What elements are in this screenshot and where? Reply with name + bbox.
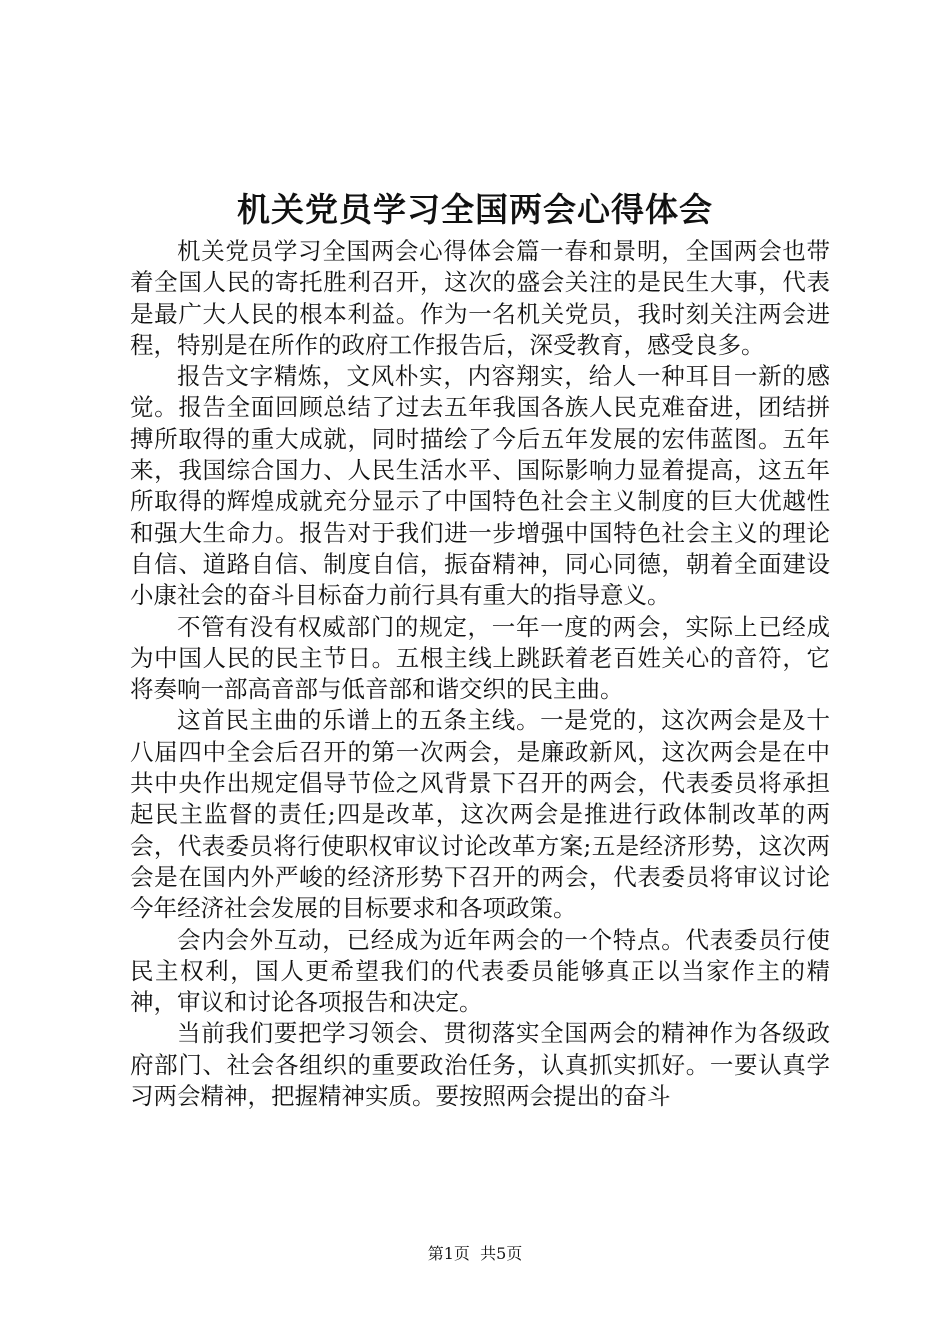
paragraph-5: 会内会外互动，已经成为近年两会的一个特点。代表委员行使民主权利，国人更希望我们的代表委员能够真正以当家作主的精神，审议和讨论各项报告和决定。 xyxy=(130,925,830,1017)
paragraph-2: 报告文字精炼，文风朴实，内容翔实，给人一种耳目一新的感觉。报告全面回顾总结了过去五年我国各族人民克难奋进，团结拼搏所取得的重大成就，同时描绘了今后五年发展的宏伟蓝图。五年来，我国综合国力、人民生活水平、国际影响力显着提高，这五年所取得的辉煌成就充分显示了中国特色社会主义制度的巨大优越性和强大生命力。报告对于我们进一步增强中国特色社会主义的理论自信、道路自信、制度自信，振奋精神，同心同德，朝着全面建设小康社会的奋斗目标奋力前行具有重大的指导意义。 xyxy=(130,362,830,610)
paragraph-6: 当前我们要把学习领会、贯彻落实全国两会的精神作为各级政府部门、社会各组织的重要政治任务，认真抓实抓好。一要认真学习两会精神，把握精神实质。要按照两会提出的奋斗 xyxy=(130,1019,830,1111)
document-body xyxy=(130,236,830,1112)
document-title: 机关党员学习全国两会心得体会 xyxy=(237,190,713,229)
paragraph-4: 这首民主曲的乐谱上的五条主线。一是党的，这次两会是及十八届四中全会后召开的第一次两会，是廉政新风，这次两会是在中共中央作出规定倡导节俭之风背景下召开的两会，代表委员将承担起民主监督的责任;四是改革，这次两会是推进行政体制改革的两会，代表委员将行使职权审议讨论改革方案;五是经济形势，这次两会是在国内外严峻的经济形势下召开的两会，代表委员将审议讨论今年经济社会发展的目标要求和各项政策。 xyxy=(130,706,830,923)
paragraph-3: 不管有没有权威部门的规定，一年一度的两会，实际上已经成为中国人民的民主节日。五根主线上跳跃着老百姓关心的音符，它将奏响一部高音部与低音部和谐交织的民主曲。 xyxy=(130,612,830,704)
page-footer: 第1页 共5页 xyxy=(427,1244,523,1263)
paragraph-1: 机关党员学习全国两会心得体会篇一春和景明，全国两会也带着全国人民的寄托胜利召开，这次的盛会关注的是民生大事，代表是最广大人民的根本利益。作为一名机关党员，我时刻关注两会进程，特别是在所作的政府工作报告后，深受教育，感受良多。 xyxy=(130,237,830,359)
